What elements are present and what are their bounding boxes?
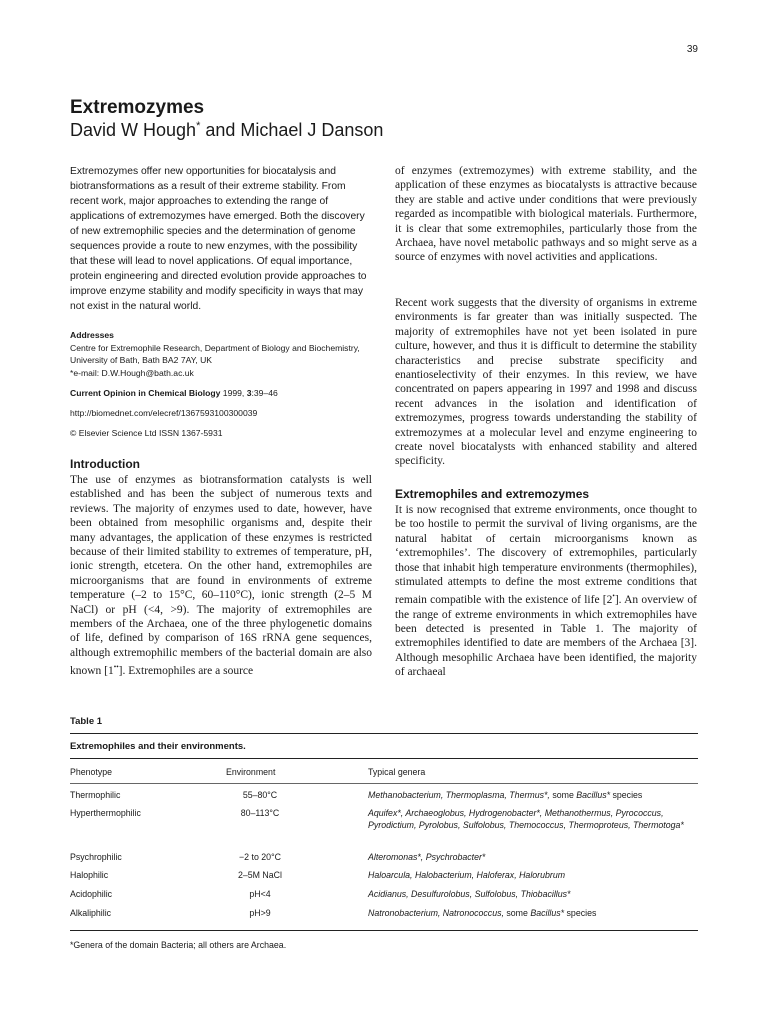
author-mark: * <box>196 120 201 132</box>
author-rest: and Michael J Danson <box>200 120 384 140</box>
cell-environment: 55–80°C <box>242 790 278 800</box>
right-paragraph-1 <box>395 164 697 265</box>
ext-text-b: ]. An overview of the range of extreme environments in which extremophiles have been detected is presented in Table 1. The majority of extremophiles identified to date are members of the Archaea [3]. Although mesophilic Archaea have been identified, the majority of archaeal <box>395 594 698 679</box>
table-sub-rule <box>70 783 698 784</box>
header-genera: Typical genera <box>368 767 426 777</box>
table-caption: Extremophiles and their environments. <box>70 741 246 752</box>
ext-ref-mark: • <box>612 592 615 601</box>
author-first: David W Hough <box>70 120 197 140</box>
genera-part: some <box>552 790 577 800</box>
genera-part: Bacillus* <box>530 908 565 918</box>
extremophiles-heading: Extremophiles and extremozymes <box>395 487 590 501</box>
addresses <box>70 329 370 379</box>
genera-part: Bacillus* <box>576 790 611 800</box>
cell-genera: Alteromonas*, Psychrobacter* <box>368 852 486 862</box>
table-top-rule <box>70 733 698 734</box>
cell-environment: −2 to 20°C <box>239 852 281 862</box>
paragraph-text: of enzymes (extremozymes) with extreme stability, and the application of these enzymes as biocatalysts is attractive because they are stable and active under conditions that were previously regarded as incompatible with biological materials. Furthermore, it is clear that some extremophiles, particularly those from the Archaea, have novel metabolic pathways and so might serve as a source of enzymes with novel activities and applications. <box>395 165 697 264</box>
citation-pages: :39–46 <box>251 388 278 398</box>
email-line: *e-mail: D.W.Hough@bath.ac.uk <box>70 367 194 378</box>
citation-year: 1999, <box>220 388 247 398</box>
cell-genera <box>368 908 698 920</box>
cell-environment: pH<4 <box>249 889 271 899</box>
cell-environment: 2–5M NaCl <box>237 870 282 880</box>
cell-environment: pH>9 <box>249 908 271 918</box>
table-label: Table 1 <box>70 716 103 727</box>
paragraph-text: Recent work suggests that the diversity of organisms in extreme environments is far greater than was initially suspected. The majority of extremophiles have not yet been isolated in pure culture, however, and thus it is difficult to determine the stability characteristics and precise substrate specificity and enantioselectivity of their enzymes. In this review, we have concentrated on papers appearing in 1997 and 1998 and discuss recent advances in the isolation and identification of extremozymes, progress towards understanding the stability of extremozymes at a molecular level and enzyme engineering to create novel biocatalysts with enhanced stability and altered specificity. <box>395 297 697 468</box>
citation-block <box>70 387 370 447</box>
intro-text-a: The use of enzymes as biotransformation catalysts is well established and has been the subject of numerous texts and reviews. The majority of enzymes used to date, however, have been obtained from mesophilic organisms and, despite their many advantages, the application of these enzymes is restricted because of their limited stability to extremes of temperature, pH, ionic strength, etcetera. On the other hand, extremophiles are microorganisms that are found in environments of extreme temperature (–2 to 15°C, 60–110°C), ionic strength (2–5 M NaCl) or pH (<4, >9). The majority of extremophiles are members of the Archaea, one of the three phylogenetic domains of life, defined by comparison of 16S rRNA gene sequences, although extremophilic members of the bacterial domain are also known [1 <box>70 474 372 678</box>
extremophiles-text <box>395 503 697 680</box>
journal-name: Current Opinion in Chemical Biology <box>70 388 221 398</box>
introduction-text <box>70 473 372 679</box>
genera-part: some <box>506 908 531 918</box>
cell-genera: Acidianus, Desulfurolobus, Sulfolobus, Thiobacillus* <box>368 889 571 899</box>
intro-ref-mark: •• <box>113 663 119 672</box>
genera-part: species <box>610 790 643 800</box>
article-url: http://biomednet.com/elecref/1367593100300039 <box>70 408 258 418</box>
cell-phenotype: Halophilic <box>70 870 109 880</box>
genera-part: species <box>564 908 597 918</box>
table-footnote: *Genera of the domain Bacteria; all others are Archaea. <box>70 940 287 950</box>
header-environment: Environment <box>226 767 276 777</box>
right-paragraph-2 <box>395 296 697 469</box>
table-header-rule <box>70 758 698 759</box>
cell-environment: 80–113°C <box>240 808 280 818</box>
cell-genera <box>368 790 698 802</box>
cell-phenotype: Psychrophilic <box>70 852 122 862</box>
citation <box>70 387 370 399</box>
extremophiles-body <box>395 503 697 680</box>
abstract-text: Extremozymes offer new opportunities for biocatalysis and biotransformations as a result of their extreme stability. From recent work, major approaches to extending the range of applications of extremozymes have emerged. Both the discovery of new extremophilic species and the determination of genome sequences provide a route to new enzymes, with the possibility that these will lead to novel applications. Of equal importance, protein engineering and directed evolution provide approaches to improve enzyme stability and modify specificity in ways that may not exist in the natural world. <box>70 166 367 312</box>
table-bottom-rule <box>70 930 698 931</box>
genera-part: Natronobacterium, Natronococcus, <box>368 908 507 918</box>
address-line: Centre for Extremophile Research, Department of Biology and Biochemistry, University of Bath, Bath BA2 7AY, UK <box>70 342 360 365</box>
cell-genera: Haloarcula, Halobacterium, Haloferax, Halorubrum <box>368 870 566 880</box>
cell-genera: Aquifex*, Archaeoglobus, Hydrogenobacter*, Methanothermus, Pyrococcus, Pyrodictium, Pyrolobus, Sulfolobus, Themococcus, Thermoproteus, Thermotoga* <box>368 808 684 830</box>
copyright: © Elsevier Science Ltd ISSN 1367-5931 <box>70 428 223 438</box>
cell-phenotype: Alkaliphilic <box>70 908 112 918</box>
header-phenotype: Phenotype <box>70 767 113 777</box>
ext-text-a: It is now recognised that extreme environments, once thought to be too hostile to permit the survival of living organisms, are the natural habitat of certain microorganisms known as ‘extremophiles’. The discovery of extremophiles, particularly those that inhabit high temperature environments (thermophiles), stimulated attempts to define the most extreme conditions that remain compatible with the existence of life [2 <box>395 504 697 607</box>
authors <box>70 120 383 141</box>
cell-phenotype: Thermophilic <box>70 790 121 800</box>
abstract <box>70 164 370 314</box>
cell-phenotype: Acidophilic <box>70 889 113 899</box>
addresses-heading: Addresses <box>70 330 114 340</box>
intro-text-b: ]. Extremophiles are a source <box>118 665 254 678</box>
article-title: Extremozymes <box>70 97 205 118</box>
cell-phenotype: Hyperthermophilic <box>70 808 141 818</box>
genera-part: Methanobacterium, Thermoplasma, Thermus*, <box>368 790 553 800</box>
introduction-body <box>70 473 372 679</box>
page-number: 39 <box>686 44 698 55</box>
citation-volume: 3 <box>246 388 252 398</box>
introduction-heading: Introduction <box>70 457 140 471</box>
